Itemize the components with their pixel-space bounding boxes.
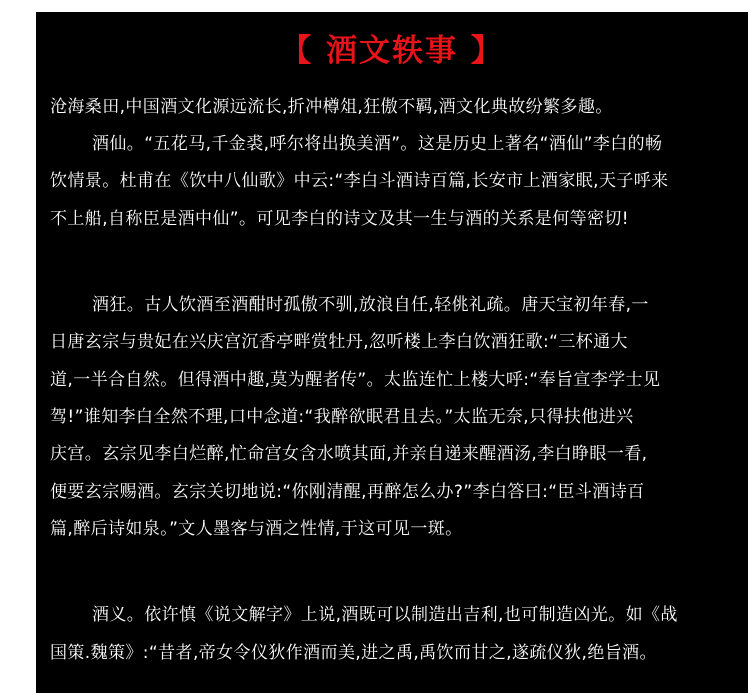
paragraph-2-line-2: 饮情景。杜甫在《饮中八仙歌》中云:“李白斗酒诗百篇,长安市上酒家眠,天子呼来 <box>50 171 669 191</box>
paragraph-4-line-2: 国策.魏策》:“昔者,帝女令仪狄作酒而美,进之禹,禹饮而甘之,遂疏仪狄,绝旨酒。 <box>50 643 657 663</box>
paragraph-3-line-5: 庆宫。玄宗见李白烂醉,忙命宫女含水喷其面,并亲自递来醒酒汤,李白睁眼一看, <box>50 444 648 464</box>
paragraph-2-line-3: 不上船,自称臣是酒中仙”。可见李白的诗文及其一生与酒的关系是何等密切! <box>50 209 630 229</box>
paragraph-2-line-1: 酒仙。“五花马,千金裘,呼尔将出换美酒”。这是历史上著名“酒仙”李白的畅 <box>92 134 663 154</box>
paragraph-3-line-2: 日唐玄宗与贵妃在兴庆宫沉香亭畔赏牡丹,忽听楼上李白饮酒狂歌:“三杯通大 <box>50 332 628 352</box>
paragraph-3-line-6: 便要玄宗赐酒。玄宗关切地说:“你刚清醒,再醉怎么办?”李白答曰:“臣斗酒诗百 <box>50 482 645 502</box>
paragraph-1-line-1: 沧海桑田,中国酒文化源远流长,折冲樽俎,狂傲不羁,酒文化典故纷繁多趣。 <box>50 97 613 117</box>
paragraph-3-line-7: 篇,醉后诗如泉。”文人墨客与酒之性情,于这可见一斑。 <box>50 519 463 539</box>
article-panel <box>36 12 748 693</box>
paragraph-3-line-3: 道,一半合自然。但得酒中趣,莫为醒者传”。太监连忙上楼大呼:“奉旨宣李学士见 <box>50 370 661 390</box>
paragraph-3-line-1: 酒狂。古人饮酒至酒酣时孤傲不驯,放浪自任,轻佻礼疏。唐天宝初年春,一 <box>92 295 649 315</box>
article-title: 【 酒文轶事 】 <box>280 33 504 69</box>
paragraph-3-line-4: 驾!”谁知李白全然不理,口中念道:“我醉欲眠君且去。”太监无奈,只得扶他进兴 <box>50 407 634 427</box>
paragraph-4-line-1: 酒义。依许慎《说文解字》上说,酒既可以制造出吉利,也可制造凶光。如《战 <box>92 605 678 625</box>
